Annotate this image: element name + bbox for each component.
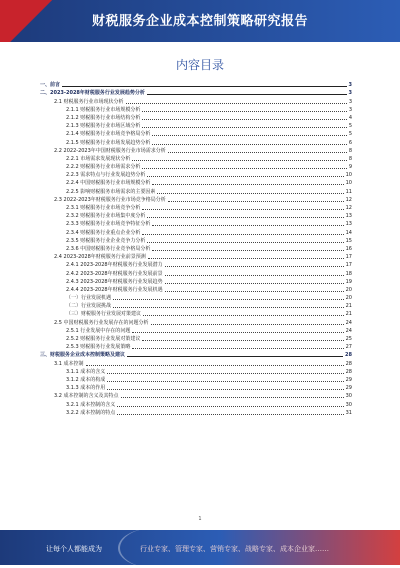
toc-entry-page: 28: [345, 352, 352, 359]
toc-entry-page: 31: [345, 409, 352, 416]
toc-entry-page: 21: [345, 311, 352, 318]
footer-slogan-right: 行业专家、管理专家、营销专家、战略专家、成本企业家……: [140, 545, 329, 553]
toc-entry[interactable]: [40, 186, 352, 194]
toc-leader-dots: [132, 332, 343, 333]
toc-leader-dots: [117, 414, 343, 415]
toc-entry-page: 30: [345, 393, 352, 400]
footer-slogan-left: 让每个人都能成为: [46, 545, 102, 553]
toc-entry[interactable]: [40, 219, 352, 227]
toc-entry[interactable]: [40, 170, 352, 178]
toc-entry[interactable]: [40, 88, 352, 96]
toc-leader-dots: [168, 152, 347, 153]
toc-entry-page: 10: [345, 172, 352, 179]
toc-entry-label: 2.4.2 2023-2028年财税服务行业发展前景: [66, 270, 163, 277]
toc-entry-label: 2.3.5 财税服务行业企业竞争力分析: [66, 237, 146, 244]
toc-entry-page: 3: [348, 82, 352, 89]
toc-entry[interactable]: [40, 399, 352, 407]
toc-entry[interactable]: [40, 408, 352, 416]
toc-entry-label: 3.1.2 成本的构成: [66, 376, 106, 383]
toc-entry-page: 13: [345, 221, 352, 228]
toc-entry[interactable]: [40, 293, 352, 301]
toc-leader-dots: [142, 234, 343, 235]
toc-entry-page: 8: [348, 147, 352, 154]
toc-entry-label: 2.2 2022-2023年中国财税服务行业市场需求分析: [54, 147, 166, 154]
toc-leader-dots: [107, 381, 343, 382]
toc-entry-page: 28: [345, 368, 352, 375]
toc-entry-page: 12: [345, 196, 352, 203]
toc-entry-label: 2.1 财税服务行业市场现状分析: [54, 98, 124, 105]
toc-entry-page: 29: [345, 376, 352, 383]
toc-leader-dots: [168, 201, 344, 202]
page-number: 1: [198, 516, 202, 522]
toc-entry[interactable]: [40, 203, 352, 211]
toc-leader-dots: [142, 127, 346, 128]
toc-leader-dots: [117, 406, 343, 407]
toc-entry[interactable]: [40, 285, 352, 293]
toc-entry-label: 2.5.3 财税服务行业发展策略: [66, 344, 131, 351]
toc-entry[interactable]: [40, 260, 352, 268]
toc-entry[interactable]: [40, 326, 352, 334]
toc-entry-page: 30: [345, 401, 352, 408]
toc-leader-dots: [152, 184, 343, 185]
toc-entry-page: 11: [345, 188, 352, 195]
toc-entry[interactable]: [40, 162, 352, 170]
toc-entry[interactable]: [40, 80, 352, 88]
toc-entry-label: 2.5.1 行业发展中存在的问题: [66, 327, 131, 334]
toc-entry[interactable]: [40, 391, 352, 399]
toc-entry-label: 2.1.4 财税服务行业市场竞争格局分析: [66, 131, 151, 138]
toc-entry[interactable]: [40, 211, 352, 219]
toc-leader-dots: [165, 283, 344, 284]
toc-entry-page: 3: [348, 90, 352, 97]
toc-entry-label: （二）行业发展挑战: [66, 303, 112, 310]
toc-entry-label: 2.3.1 财税服务行业市场竞争分析: [66, 205, 141, 211]
toc-leader-dots: [107, 373, 343, 374]
toc-entry[interactable]: [40, 334, 352, 342]
toc-leader-dots: [143, 315, 344, 316]
report-title: 财税服务企业成本控制策略研究报告: [91, 14, 308, 29]
toc-entry-label: 3.2.2 成本控制的特点: [66, 409, 116, 416]
toc-entry-page: 19: [345, 278, 352, 285]
toc-entry-label: 2.1.2 财税服务行业市场结构分析: [66, 114, 141, 121]
toc-entry[interactable]: [40, 96, 352, 104]
toc-leader-dots: [165, 291, 344, 292]
toc-entry-page: 24: [345, 327, 352, 334]
toc-entry[interactable]: [40, 383, 352, 391]
toc-entry-page: 5: [348, 131, 352, 138]
toc-entry-label: 2.4.1 2023-2028年财税服务行业发展潜力: [66, 262, 163, 269]
toc-entry-page: 13: [345, 213, 352, 220]
toc-entry[interactable]: [40, 301, 352, 309]
toc-leader-dots: [113, 307, 344, 308]
page-header: [0, 0, 400, 42]
toc-entry-page: 20: [345, 286, 352, 293]
toc-leader-dots: [126, 103, 347, 104]
toc-entry-label: 3.1.3 成本的作用: [66, 385, 106, 392]
toc-entry-label: 3.1.1 成本的含义: [66, 368, 106, 375]
toc-leader-dots: [142, 168, 346, 169]
toc-entry[interactable]: [40, 342, 352, 350]
toc-entry-page: 14: [345, 229, 352, 236]
toc-leader-dots: [147, 94, 347, 95]
toc-entry-label: 2.5 中国财税服务行业发展存在的问题分析: [54, 319, 149, 326]
toc-entry-page: 10: [345, 180, 352, 187]
toc-entry-label: 2.1.1 财税服务行业市场规模分析: [66, 106, 141, 113]
toc-title: 内容目录: [175, 58, 224, 72]
toc-leader-dots: [157, 193, 343, 194]
toc-entry[interactable]: [40, 244, 352, 252]
toc-entry-page: 8: [348, 155, 352, 162]
toc-leader-dots: [142, 119, 346, 120]
toc-entry-page: 20: [345, 295, 352, 302]
toc-entry[interactable]: [40, 113, 352, 121]
toc-entry-label: 2.2.4 中国财税服务行业市场规模分析: [66, 180, 151, 187]
toc-entry-page: 5: [348, 123, 352, 130]
toc-entry[interactable]: [40, 277, 352, 285]
toc-leader-dots: [152, 135, 346, 136]
toc-entry-label: （一）行业发展机遇: [66, 295, 112, 302]
toc-leader-dots: [132, 348, 343, 349]
toc-entry-page: 4: [348, 114, 352, 121]
toc-entry-label: 2.2.5 影响财税服务市场需求的主要因素: [66, 188, 156, 195]
toc-entry[interactable]: [40, 309, 352, 317]
toc-leader-dots: [147, 242, 343, 243]
toc-entry[interactable]: [40, 121, 352, 129]
toc-entry-label: 2.4 2023-2028年财税服务行业前景预测: [54, 254, 146, 261]
toc-entry-label: 一、前言: [40, 82, 61, 89]
toc-entry-label: 2.1.3 财税服务行业市场区域分析: [66, 123, 141, 130]
toc-entry[interactable]: [40, 227, 352, 235]
toc-leader-dots: [147, 217, 343, 218]
toc-entry-label: 2.2.3 需求特点与行业发展趋势分析: [66, 172, 146, 179]
toc-entry-label: 2.3 2022-2023年财税服务行业市场竞争格局分析: [54, 196, 166, 203]
toc-entry-page: 3: [348, 106, 352, 113]
toc-entry-label: 2.4.4 2023-2028年财税服务行业发展机遇: [66, 286, 163, 293]
toc-entry-page: 9: [348, 164, 352, 171]
toc-entry-label: 2.1.5 财税服务行业市场发展趋势分析: [66, 139, 151, 146]
toc-entry-page: 3: [348, 98, 352, 105]
toc-leader-dots: [127, 356, 343, 357]
table-of-contents: [40, 80, 352, 416]
toc-entry-label: 2.5.2 财税服务行业发展对策建议: [66, 336, 141, 342]
toc-entry-label: 2.2.1 市场需求发展现状分析: [66, 155, 131, 162]
toc-leader-dots: [113, 299, 344, 300]
toc-entry-page: 16: [345, 245, 352, 252]
toc-entry-label: 2.3.6 中国财税服务行业竞争格局分析: [66, 245, 151, 252]
toc-entry-label: 2.3.4 财税服务行业重点企业分析: [66, 229, 141, 236]
toc-entry-label: 二、2023-2028年财税服务行业发展趋势分析: [40, 90, 145, 97]
toc-entry-page: 21: [345, 303, 352, 310]
toc-entry[interactable]: [40, 367, 352, 375]
toc-entry-page: 24: [345, 319, 352, 326]
toc-leader-dots: [152, 225, 343, 226]
toc-entry[interactable]: [40, 350, 352, 358]
toc-entry-page: 6: [348, 139, 352, 146]
toc-leader-dots: [62, 86, 347, 87]
toc-entry-label: （三）财税服务行业发展对策建议: [66, 311, 142, 318]
toc-leader-dots: [152, 144, 346, 145]
toc-entry-page: 29: [345, 385, 352, 392]
toc-entry[interactable]: [40, 375, 352, 383]
toc-leader-dots: [165, 266, 344, 267]
toc-entry-page: 28: [345, 360, 352, 367]
toc-entry-label: 2.3.2 财税服务行业市场集中度分析: [66, 213, 146, 220]
toc-entry-page: 12: [345, 205, 352, 211]
toc-entry[interactable]: [40, 105, 352, 113]
toc-leader-dots: [165, 275, 344, 276]
page-footer: [0, 530, 400, 565]
toc-entry[interactable]: [40, 154, 352, 162]
toc-entry-page: 17: [345, 254, 352, 261]
toc-leader-dots: [142, 209, 343, 210]
toc-leader-dots: [147, 176, 343, 177]
toc-leader-dots: [107, 389, 343, 390]
toc-entry-page: 27: [345, 344, 352, 351]
toc-entry-page: 18: [345, 270, 352, 277]
toc-entry[interactable]: [40, 358, 352, 366]
toc-leader-dots: [132, 160, 346, 161]
toc-entry-page: 17: [345, 262, 352, 269]
toc-leader-dots: [142, 111, 346, 112]
toc-leader-dots: [86, 365, 344, 366]
toc-entry-label: 3.1 成本控制: [54, 360, 84, 367]
toc-entry[interactable]: [40, 146, 352, 154]
toc-entry-page: 25: [345, 336, 352, 342]
toc-entry-page: 15: [345, 237, 352, 244]
toc-entry-label: 2.3.3 财税服务行业市场竞争特征分析: [66, 221, 151, 228]
toc-entry-label: 2.4.3 2023-2028年财税服务行业发展趋势: [66, 278, 163, 285]
toc-entry[interactable]: [40, 252, 352, 260]
toc-entry-label: 3.2.1 成本控制的含义: [66, 401, 116, 408]
toc-entry-label: 三、财税服务企业成本控制策略及建议: [40, 352, 126, 359]
toc-entry[interactable]: [40, 137, 352, 145]
toc-entry-label: 2.2.2 财税服务行业市场需求分析: [66, 164, 141, 171]
toc-entry[interactable]: [40, 236, 352, 244]
toc-entry[interactable]: [40, 195, 352, 203]
toc-leader-dots: [148, 258, 344, 259]
toc-entry[interactable]: [40, 178, 352, 186]
toc-leader-dots: [121, 397, 344, 398]
toc-entry[interactable]: [40, 268, 352, 276]
toc-entry-label: 3.2 成本控制的含义及其特点: [54, 393, 119, 400]
toc-entry[interactable]: [40, 129, 352, 137]
toc-leader-dots: [152, 250, 343, 251]
toc-leader-dots: [142, 340, 343, 341]
toc-leader-dots: [151, 324, 344, 325]
toc-entry[interactable]: [40, 317, 352, 325]
